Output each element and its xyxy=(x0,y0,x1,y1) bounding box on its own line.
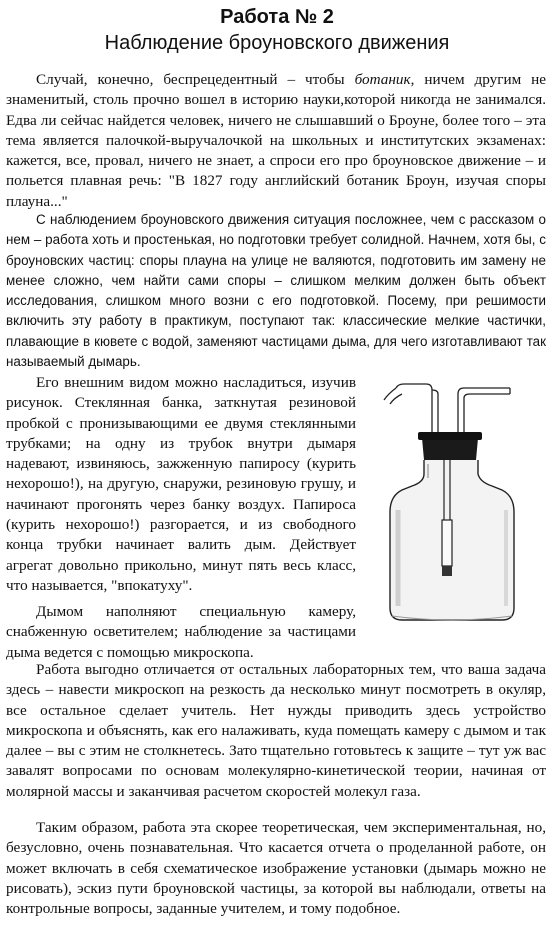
paragraph-camera: Дымом наполняют специальную камеру, снабженную осветителем; наблюдение за частицами дыма ведется с помощью микроскопа. xyxy=(6,603,356,661)
paragraph-intro-text-2: , ничем другим не знаменитый, столь прочно вошел в историю науки,которой никогда не занимался. Едва ли сейчас найдется человек, ничего не слышавший о Броуне, более того – эта тема является палочкой-выручалочкой на школьных и институтских экзаменах: кажется, все, провал, ничего не знает, а спроси его про броуновское движение – и польется плавная речь: "В 1827 году английский ботаник Броун, изучая споры плауна..." xyxy=(6,71,547,210)
paragraph-intro-text-1: Случай, конечно, беспрецедентный – чтобы xyxy=(36,71,355,88)
paragraph-report: Таким образом, работа эта скорее теоретическая, чем экспериментальная, но, безусловно, очень познавательная. Что касается отчета о проделанной работе, он может включать в себя схематическое изображение установки (дымарь можно не рисовать), эскиз пути броуновской частицы, за которой вы наблюдали, ответы на контрольные вопросы, заданные учителем, и тому подобное. xyxy=(6,819,546,918)
paragraph-smoke-particles: С наблюдением броуновского движения ситуация посложнее, чем с рассказом о нем – работа хоть и простенькая, но подготовки требует солидной. Начнем, хотя бы, с броуновских частиц: споры плауна на улице не валяются, подготовить им замену не менее сложно, чем найти сами споры – слишком мелким должен быть объект исследования, слишком много возни с его подготовкой. Посему, при решимости включить эту работу в практикум, поступают так: классические мелкие частички, плавающие в кювете с водой, заменяют частицами дыма, для чего изготавливают так называемый дымарь. xyxy=(6,212,546,370)
paragraph-intro-italic-word: ботаник xyxy=(354,71,411,88)
paragraph-task: Работа выгодно отличается от остальных лабораторных тем, что ваша задача здесь – навести микроскоп на резкость да несколько минут посмотреть в окуляр, все остальное сделает учитель. Нет нужды приводить здесь устройство микроскопа и объяснять, как его налаживать, куда помещать камеру с дымом и так далее – вы с этим не столкнетесь. Зато тщательно готовьтесь к защите – тут уж вас завалят вопросами по основам молекулярно-кинетической теории, начиная от молярной массы и заканчивая расчетом скоростей молекул газа. xyxy=(6,661,546,800)
page-subtitle: Наблюдение броуновского движения xyxy=(104,32,450,54)
smoke-generator-jar-icon xyxy=(362,370,552,625)
paragraph-apparatus: Его внешним видом можно насладиться, изучив рисунок. Стеклянная банка, заткнутая резиновой пробкой с пронизывающими ее двумя стеклянными трубками; на одну из трубок внутри дымаря надевают, извиняюсь, зажженную папиросу (курить нехорошо!), на другую, снаружи, резиновую грушу, и начинают прогонять через банку воздух. Папироса (курить нехорошо!) разгорается, и из свободного конца трубки начинает валить дым. Действует агрегат довольно прикольно, минут пять весь класс, что называется, "впокатуху". xyxy=(6,374,356,594)
paragraph-intro xyxy=(6,70,546,212)
page-title: Работа № 2 xyxy=(220,6,334,28)
